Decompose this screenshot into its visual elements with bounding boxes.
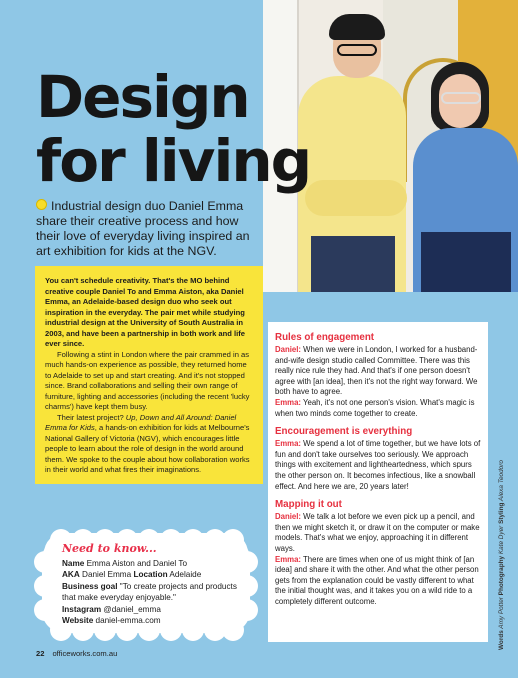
section-rules [275,332,481,419]
woman-jeans [421,232,511,292]
quote-paragraph: Daniel: When we were in London, I worked for a husband-and-wife design studio called Committee. There was this really nice rule they had. And that's if one person doesn't agree with [an idea], then it's not the right way forward. We both have to agree. [275,345,478,397]
fact-instagram: Instagram @daniel_emma [62,604,161,614]
quote-paragraph: Emma: There are times when one of us might think of [an idea] and share it with the other. And what the other person gets from the explanation could be vastly different to what the initial thought was, and it takes you on a wild ride to a completely different outcome. [275,554,479,606]
para3-start: Their latest project? [57,412,126,422]
quote-paragraph: Emma: We spend a lot of time together, but we have lots of fun and don't take ourselves too seriously. We approach things with excitement and lightheartedness, which spurs the other person on. It becomes infectious, like a snowball effect. And here we are, 20 years later! [275,439,481,491]
photo-credits: Words Amy Potter Photography Kate Dyer Styling Alexa Teodoro [498,460,505,650]
fact-business-goal: Business goal "To create projects and products that make everyday enjoyable." [62,581,237,602]
need-to-know-cloud [42,537,250,633]
fact-website: Website daniel-emma.com [62,616,161,625]
man-pants [311,236,395,292]
man-glasses [337,44,377,56]
need-to-know-content [62,543,242,627]
standfirst [36,199,266,259]
standfirst-text: Industrial design duo Daniel Emma share their creative process and how their love of everyday living inspired an art exhibition for kids at the NGV. [36,199,250,258]
section-heading: Mapping it out [275,499,342,511]
man-hair [329,14,385,40]
woman-glasses [441,92,481,104]
yellow-dot-icon [36,199,47,210]
section-mapping [275,499,481,607]
fact-aka-location: AKA Daniel Emma Location Adelaide [62,570,202,579]
title-line-2: for living [36,127,311,195]
man-folded-arms [305,180,407,216]
interview-box [268,322,488,642]
intro-paragraph-3 [45,413,253,476]
page-number: 22 [36,649,45,658]
article-title [36,65,310,193]
title-line-1: Design [36,63,249,131]
section-heading: Encouragement is everything [275,426,413,438]
need-to-know-heading: Need to know... [62,542,157,555]
intro-box [35,266,263,484]
quote-paragraph: Daniel: We talk a lot before we even pick up a pencil, and then we might sketch it, or draw it on the computer or make models. That's what we enjoy, approaching it in different ways. [275,512,480,553]
exhibition-title: Up, Down and All Around: Daniel Emma for Kids [45,412,237,432]
footer-site: officeworks.com.au [52,649,118,658]
quote-paragraph: Emma: Yeah, it's not one person's vision. What's magic is when two minds come together to create. [275,397,475,418]
section-encouragement [275,426,481,492]
page-footer [36,649,117,658]
section-heading: Rules of engagement [275,332,375,343]
intro-paragraph-2: Following a stint in London where the pair crammed in as much hands-on experience as possible, they returned home to Adelaide to set up and start creating. And it's not stopped since. Brand collaborations and selling their own range of furniture, lighting and accessories (including the recent 'lucky charms') have kept them busy. [45,349,250,411]
fact-name: Name Emma Aiston and Daniel To [62,558,188,568]
para3-end: , a hands-on exhibition for kids at Melbourne's National Gallery of Victoria (NGV), which encourages little people to learn about the role of design in the world around them. We spoke to the couple about how collaboration works in their world and what fires their imaginations. [45,423,250,474]
intro-lead: You can't schedule creativity. That's the MO behind creative couple Daniel To and Emma Aiston, aka Daniel Emma, an Adelaide-based design duo who seek out inspiration in the everyday. The pair met while studying industrial design at the University of South Australia in 2003, and have been a partnership in both work and life ever since. [45,276,246,348]
